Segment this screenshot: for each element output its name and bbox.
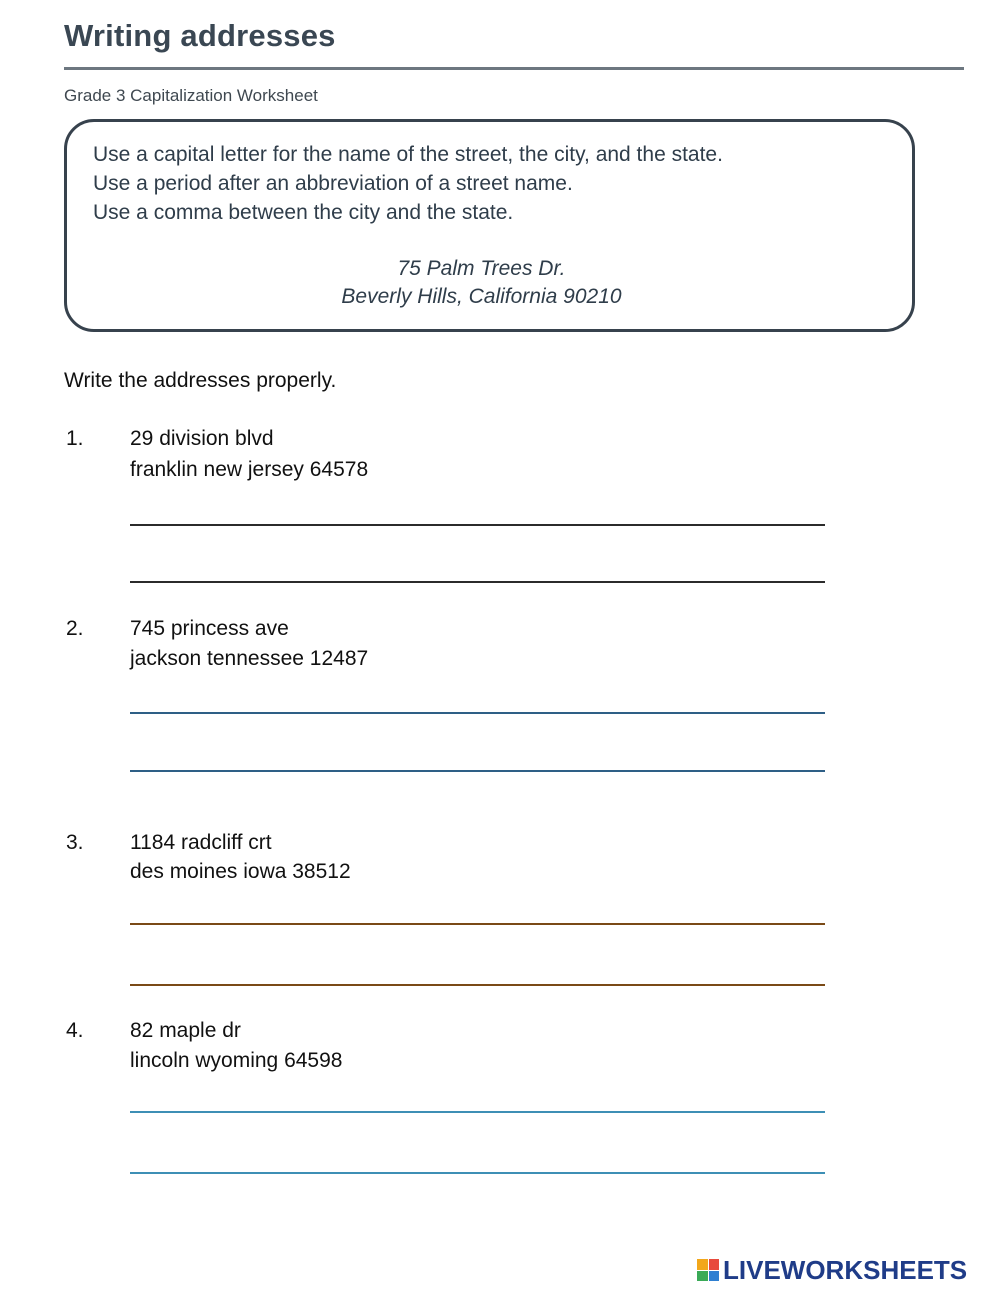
answer-line-1a[interactable] bbox=[130, 524, 825, 526]
item-number: 3. bbox=[66, 831, 84, 854]
exercise-item-3 bbox=[0, 831, 1000, 1011]
exercise-item-2 bbox=[0, 617, 1000, 797]
rule-period: Use a period after an abbreviation of a street name. bbox=[93, 172, 573, 195]
rule-comma: Use a comma between the city and the state. bbox=[93, 201, 514, 224]
logo-text: LIVEWORKSHEETS bbox=[723, 1254, 968, 1285]
answer-line-4b[interactable] bbox=[130, 1172, 825, 1174]
example-city-state: Beverly Hills, California 90210 bbox=[341, 285, 622, 308]
answer-line-3a[interactable] bbox=[130, 923, 825, 925]
item-street: 82 maple dr bbox=[130, 1019, 241, 1042]
title-divider bbox=[64, 67, 964, 70]
answer-line-3b[interactable] bbox=[130, 984, 825, 986]
item-number: 2. bbox=[66, 617, 84, 640]
worksheet-title: Writing addresses bbox=[64, 18, 336, 53]
example-street: 75 Palm Trees Dr. bbox=[397, 257, 566, 280]
item-street: 745 princess ave bbox=[130, 617, 289, 640]
item-city-state: jackson tennessee 12487 bbox=[130, 647, 369, 670]
item-street: 29 division blvd bbox=[130, 427, 274, 450]
item-city-state: franklin new jersey 64578 bbox=[130, 458, 369, 481]
answer-line-2b[interactable] bbox=[130, 770, 825, 772]
item-city-state: des moines iowa 38512 bbox=[130, 860, 351, 883]
rules-box bbox=[64, 119, 915, 332]
item-number: 1. bbox=[66, 427, 84, 450]
liveworksheets-logo[interactable] bbox=[697, 1255, 967, 1285]
answer-line-2a[interactable] bbox=[130, 712, 825, 714]
item-city-state: lincoln wyoming 64598 bbox=[130, 1049, 343, 1072]
item-number: 4. bbox=[66, 1019, 84, 1042]
rule-capital-letters: Use a capital letter for the name of the street, the city, and the state. bbox=[93, 143, 723, 166]
worksheet-subtitle: Grade 3 Capitalization Worksheet bbox=[64, 86, 318, 105]
instruction-text: Write the addresses properly. bbox=[64, 369, 337, 392]
answer-line-1b[interactable] bbox=[130, 581, 825, 583]
item-street: 1184 radcliff crt bbox=[130, 831, 272, 854]
logo-tiles-icon bbox=[697, 1259, 719, 1281]
exercise-item-1 bbox=[0, 427, 1000, 607]
exercise-item-4 bbox=[0, 1019, 1000, 1199]
answer-line-4a[interactable] bbox=[130, 1111, 825, 1113]
